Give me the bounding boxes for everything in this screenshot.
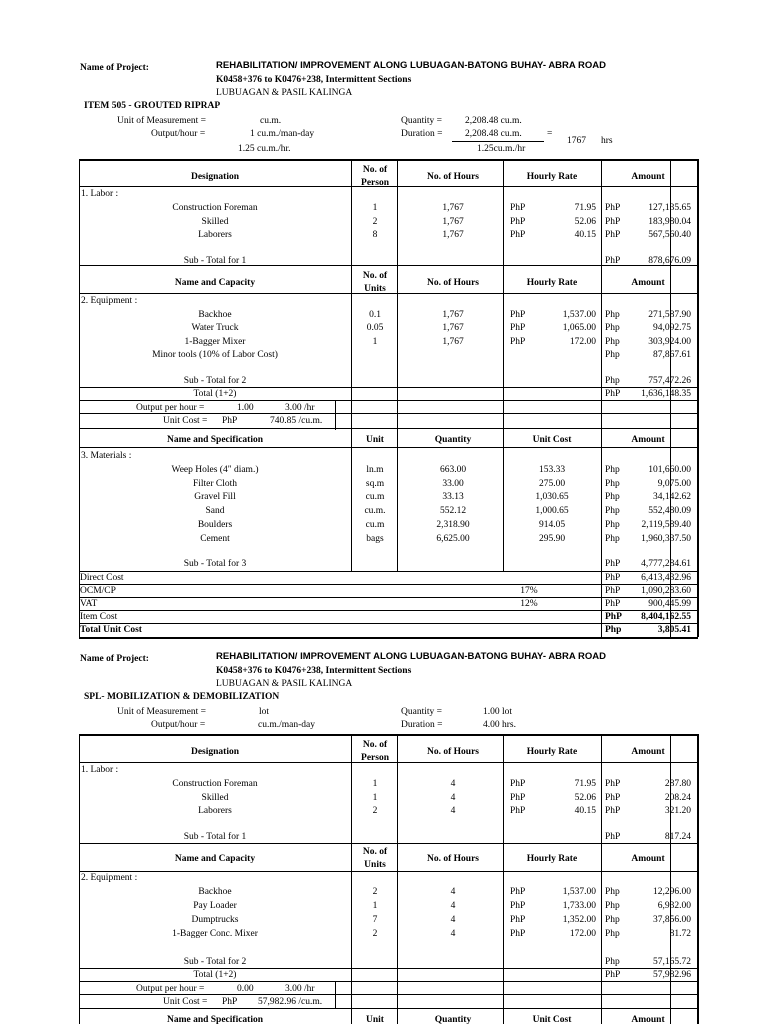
row-qty: 6,625.00 [436,533,470,544]
row-qty: 33.00 [442,478,464,489]
row-rate: 1,537.00 [562,887,596,897]
row-hours: 1,767 [442,216,464,227]
summary-amount: 900,445.99 [648,599,691,609]
subtotal-amount: 57,165.72 [653,957,691,967]
row-name: Laborers [198,230,232,241]
col-header: Name and Capacity [174,854,256,864]
row-currency: Php [605,323,620,334]
col-header: Amount [631,435,665,445]
section-label: 1. Labor : [81,765,119,775]
rule-line [79,597,698,598]
row-currency: Php [605,465,620,475]
row-amount: 1,960,337.50 [641,533,691,544]
output-value: 1.25 cu.m./hr. [238,144,291,154]
equals: = [547,129,553,139]
uc-label: Unit Cost = [163,416,208,426]
subtotal-label: Sub - Total for 1 [183,832,247,842]
col-header: Amount [631,172,665,182]
row-currency: Php [605,901,620,911]
output-label: Output/hour = [151,129,206,139]
rule-line [79,734,698,736]
row-rate: 1,733.00 [562,901,596,911]
row-currency: PhP [510,887,526,897]
col-header: Hourly Rate [526,172,578,182]
dur-value: 4.00 hrs. [483,720,516,730]
row-rate: 71.95 [574,203,596,213]
row-hours: 4 [450,929,456,939]
output-value: cu.m./man-day [258,720,315,730]
row-currency: Php [605,506,620,517]
row-unit: cu.m. [364,506,386,517]
col-header: Unit [366,435,384,445]
row-name: Water Truck [191,323,239,334]
row-count: 0.1 [369,310,381,320]
subtotal-currency: Php [605,376,620,386]
row-currency: PhP [510,336,526,347]
col-header: No. of [362,740,388,750]
column-line [697,159,699,637]
row-currency: Php [605,478,620,489]
row-name: Minor tools (10% of Labor Cost) [152,349,278,360]
col-header: No. of [362,847,388,857]
col-header: Unit Cost [532,435,572,445]
summary-currency: PhP [605,586,621,596]
row-amount: 9,075.00 [657,478,691,489]
dur-result: 1767 [567,136,586,146]
row-currency: PhP [510,779,526,789]
item-title: ITEM 505 - GROUTED RIPRAP [84,101,221,111]
uc-currency: PhP [222,416,238,426]
subtotal-label: Sub - Total for 2 [183,376,247,386]
oph-label: Output per hour = [136,403,205,413]
summary-amount: 8,404,162.55 [641,612,691,622]
col-header: Amount [631,278,665,288]
rule-line [79,159,698,161]
row-unit: cu.m [365,492,385,503]
row-unitcost: 275.00 [538,478,566,489]
project-title: REHABILITATION/ IMPROVEMENT ALONG LUBUAGAN-BATONG BUHAY- ABRA ROAD [216,60,607,71]
total-amount: 1,636,148.35 [641,389,691,399]
rule-line [79,447,698,448]
row-currency: PhP [510,929,526,939]
row-count: 2 [372,806,378,817]
subtotal-amount: 757,472.26 [648,376,691,386]
row-count: 2 [372,887,378,897]
col-header: No. of Hours [427,747,479,757]
row-count: 1 [372,203,378,213]
row-name: 1-Bagger Mixer [184,336,246,347]
summary-label: OCM/CP [80,586,116,596]
col-header: Name and Capacity [174,278,256,288]
row-name: Dumptrucks [191,915,239,925]
project-station: K0458+376 to K0476+238, Intermittent Sections [216,666,412,676]
col-header: No. of [362,165,388,175]
row-currency: PhP [605,792,621,803]
row-amount: 567,560.40 [648,230,691,241]
column-line [601,265,602,430]
row-count: 1 [372,779,378,789]
row-count: 0.05 [366,323,384,334]
uc-value: 57,982.96 /cu.m. [258,997,323,1007]
dur-value: 1.25cu.m./hr [477,144,526,154]
row-amount: 2,119,589.40 [641,519,691,530]
summary-currency: Php [605,625,622,635]
row-hours: 1,767 [442,230,464,241]
column-line [335,400,336,430]
row-rate: 172.00 [569,336,596,347]
row-unitcost: 1,030.65 [535,492,569,503]
rule-line [79,637,698,639]
row-rate: 52.06 [574,216,596,227]
row-amount: 303,924.00 [648,336,691,347]
row-name: Sand [205,506,225,517]
row-name: Gravel Fill [194,492,236,503]
row-currency: Php [605,533,620,544]
col-header: Amount [631,854,665,864]
row-currency: Php [605,915,620,925]
row-name: Construction Foreman [172,779,258,789]
subtotal-label: Sub - Total for 2 [183,957,247,967]
col-header: Hourly Rate [526,278,578,288]
row-currency: Php [605,492,620,503]
row-currency: PhP [605,216,621,227]
row-currency: PhP [510,915,526,925]
rule-line [79,387,698,388]
col-header: Units [364,860,386,870]
row-count: 1 [372,336,378,347]
section-label: 1. Labor : [81,189,119,199]
row-currency: PhP [510,203,526,213]
row-unit: cu.m [365,519,385,530]
col-header: No. of Hours [427,278,479,288]
summary-pct: 17% [520,586,538,596]
row-amount: 271,587.90 [648,310,691,320]
summary-label: Total Unit Cost [80,625,142,635]
oph-value: 3.00 /hr [285,403,315,413]
row-qty: 552.12 [439,506,467,517]
row-rate: 52.06 [574,792,596,803]
row-amount: 34,142.62 [653,492,691,503]
row-name: Laborers [198,806,232,817]
row-qty: 2,318.90 [436,519,470,530]
col-header: Unit Cost [532,1015,572,1025]
qty-label: Quantity = [401,707,442,717]
rule-line [79,1008,698,1009]
summary-currency: PhP [605,612,622,622]
row-currency: PhP [605,230,621,241]
row-currency: PhP [510,310,526,320]
row-name: Boulders [197,519,233,530]
rule-line [452,141,544,142]
row-hours: 1,767 [442,323,464,334]
row-unit: sq.m [365,478,385,489]
output-label: Output/hour = [151,720,206,730]
subtotal-label: Sub - Total for 3 [183,559,247,569]
row-name: Backhoe [198,310,232,320]
rule-line [79,584,698,585]
row-name: Skilled [201,792,229,803]
col-header: Amount [631,1015,665,1025]
dur-label: Duration = [401,720,443,730]
row-currency: PhP [510,323,526,334]
row-name: Weep Holes (4" diam.) [171,465,259,475]
subtotal-currency: PhP [605,559,621,569]
row-count: 1 [372,792,378,803]
subtotal-currency: PhP [605,256,621,266]
subtotal-currency: Php [605,957,620,967]
row-currency: PhP [605,203,621,213]
qty-value: 2,208.48 cu.m. [465,116,522,126]
row-hours: 1,767 [442,203,464,213]
summary-amount: 3,805.41 [657,625,691,635]
col-header: Person [361,753,389,763]
total-amount: 57,982.96 [653,970,691,980]
uom-value: cu.m. [260,116,282,126]
row-unitcost: 1,000.65 [535,506,569,517]
row-rate: 71.95 [574,779,596,789]
row-amount: 37,856.00 [653,915,691,925]
row-count: 1 [372,901,378,911]
uom-label: Unit of Measurement = [117,116,206,126]
col-header: Unit [366,1015,384,1025]
row-qty: 663.00 [439,465,467,475]
total-label: Total (1+2) [193,389,237,399]
col-header: Quantity [434,435,472,445]
row-amount: 183,980.04 [648,216,691,227]
total-currency: PhP [605,970,621,980]
row-rate: 172.00 [569,929,596,939]
rule-line [79,871,698,872]
row-name: Pay Loader [193,901,237,911]
row-unitcost: 295.90 [538,533,566,544]
row-currency: PhP [605,806,621,817]
summary-currency: PhP [605,599,621,609]
row-name: 1-Bagger Conc. Mixer [172,929,258,939]
summary-amount: 1,090,283.60 [641,586,691,596]
row-amount: 87,867.61 [653,349,691,360]
dur-label: Duration = [401,129,443,139]
row-name: Cement [200,533,230,544]
row-name: Backhoe [198,887,232,897]
col-header: Hourly Rate [526,854,578,864]
column-line [670,265,671,430]
row-count: 7 [372,915,378,925]
project-station: K0458+376 to K0476+238, Intermittent Sections [216,75,412,85]
project-title: REHABILITATION/ IMPROVEMENT ALONG LUBUAGAN-BATONG BUHAY- ABRA ROAD [216,651,607,662]
oph-label: Output per hour = [136,984,205,994]
qty-label: Quantity = [401,116,442,126]
uc-currency: PhP [222,997,238,1007]
row-amount: 94,092.75 [653,323,691,334]
section-label: 2. Equipment : [81,296,138,306]
col-header: Designation [190,747,240,757]
col-header: Hourly Rate [526,747,578,757]
summary-pct: 12% [520,599,538,609]
uc-value: 740.85 /cu.m. [270,416,323,426]
row-currency: PhP [510,901,526,911]
row-name: Construction Foreman [172,203,258,213]
row-currency: PhP [510,216,526,227]
summary-label: Direct Cost [80,573,124,583]
col-header: Person [361,178,389,188]
row-count: 2 [372,216,378,227]
subtotal-currency: PhP [605,832,621,842]
row-hours: 4 [450,901,456,911]
row-currency: PhP [510,792,526,803]
column-line [335,981,336,1008]
rule-line [79,413,698,414]
uom-value: lot [259,707,270,717]
row-name: Filter Cloth [192,478,238,489]
row-unitcost: 153.33 [538,465,566,475]
row-unit: ln.m [366,465,384,475]
row-amount: 12,296.00 [653,887,691,897]
qty-value: 1.00 lot [483,707,513,717]
rule-line [79,981,698,982]
oph-value: 0.00 [237,984,254,994]
output-value: 1 cu.m./man-day [250,129,315,139]
row-rate: 1,065.00 [562,323,596,334]
section-label: 2. Equipment : [81,873,138,883]
col-header: Amount [631,747,665,757]
row-hours: 4 [450,779,456,789]
summary-currency: PhP [605,573,621,583]
col-header: Name and Specification [166,1015,264,1025]
total-label: Total (1+2) [193,970,237,980]
row-amount: 127,135.65 [648,203,691,213]
row-currency: PhP [605,779,621,789]
row-hours: 4 [450,887,456,897]
col-header: No. of [362,271,388,281]
row-currency: PhP [510,806,526,817]
row-rate: 40.15 [574,230,596,241]
subtotal-amount: 4,777,284.61 [641,559,691,569]
dur-value: 2,208.48 cu.m. [465,129,522,139]
uom-label: Unit of Measurement = [117,707,206,717]
row-hours: 4 [450,792,456,803]
summary-amount: 6,413,432.96 [641,573,691,583]
row-rate: 1,352.00 [562,915,596,925]
oph-value: 1.00 [237,403,254,413]
row-currency: Php [605,887,620,897]
rule-line [79,968,698,969]
row-amount: 81.72 [669,929,691,939]
project-label: Name of Project: [80,63,149,73]
project-location: LUBUAGAN & PASIL KALINGA [216,679,353,689]
row-amount: 321.20 [664,806,691,817]
col-header: Designation [190,172,240,182]
row-amount: 101,660.00 [648,465,691,475]
dur-unit: hrs [601,136,613,146]
row-rate: 1,537.00 [562,310,596,320]
subtotal-label: Sub - Total for 1 [183,256,247,266]
row-name: Skilled [201,216,229,227]
total-currency: PhP [605,389,621,399]
rule-line [79,400,698,401]
row-currency: Php [605,519,620,530]
row-amount: 6,932.00 [657,901,691,911]
rule-line [79,994,698,995]
subtotal-amount: 817.24 [664,832,691,842]
col-header: No. of Hours [427,854,479,864]
row-amount: 552,480.09 [648,506,691,517]
rule-line [79,623,698,624]
summary-label: VAT [80,599,98,609]
row-currency: Php [605,929,620,939]
row-unitcost: 914.05 [538,519,566,530]
col-header: Units [364,284,386,294]
row-currency: Php [605,336,620,347]
section-label: 3. Materials : [81,451,132,461]
row-hours: 1,767 [442,336,464,347]
row-currency: PhP [510,230,526,241]
row-currency: Php [605,349,620,360]
row-qty: 33.13 [442,492,464,503]
row-count: 2 [372,929,378,939]
col-header: Name and Specification [166,435,264,445]
row-currency: Php [605,310,620,320]
oph-value: 3.00 /hr [285,984,315,994]
project-location: LUBUAGAN & PASIL KALINGA [216,88,353,98]
row-hours: 1,767 [442,310,464,320]
item-title: SPL- MOBILIZATION & DEMOBILIZATION [84,692,280,702]
row-amount: 208.24 [664,792,691,803]
row-hours: 4 [450,915,456,925]
row-hours: 4 [450,806,456,817]
rule-line [79,843,698,844]
subtotal-amount: 878,676.09 [648,256,691,266]
row-amount: 287.80 [664,779,691,789]
rule-line [79,428,698,429]
row-unit: bags [366,533,384,544]
project-label: Name of Project: [80,654,149,664]
col-header: No. of Hours [427,172,479,182]
row-rate: 40.15 [574,806,596,817]
summary-label: Item Cost [80,612,118,622]
col-header: Quantity [434,1015,472,1025]
uc-label: Unit Cost = [163,997,208,1007]
rule-line [79,571,698,572]
row-count: 8 [372,230,378,241]
rule-line [79,610,698,611]
